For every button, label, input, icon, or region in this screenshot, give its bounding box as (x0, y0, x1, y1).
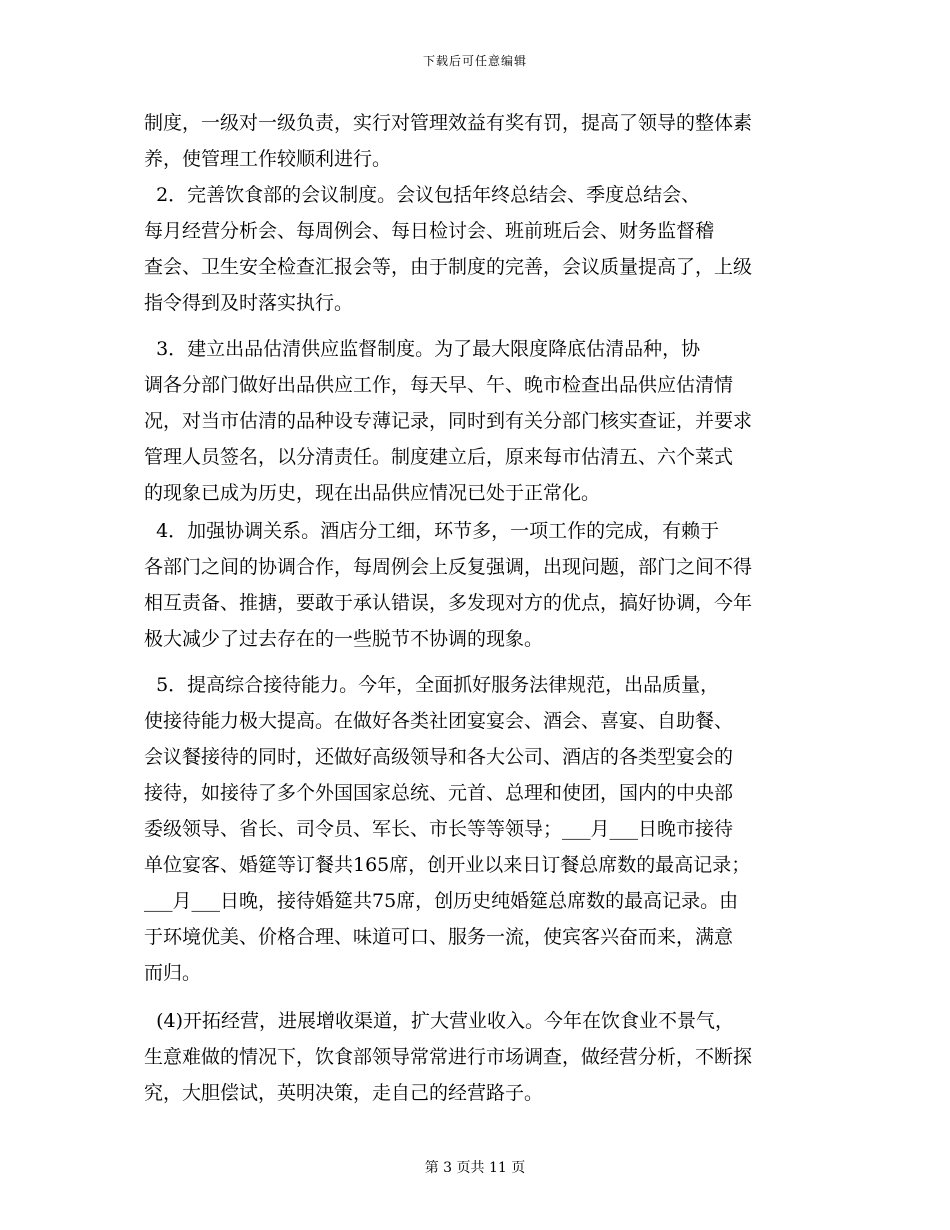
body-line: 调各分部门做好出品供应工作，每天早、午、晚市检查出品供应估清情 (144, 374, 734, 396)
body-line: 而归。 (144, 962, 202, 984)
body-line: 究，大胆偿试，英明决策，走自己的经营路子。 (144, 1082, 544, 1104)
body-line: 3．建立出品估清供应监督制度。为了最大限度降底估清品种，协 (144, 338, 701, 360)
body-line: 各部门之间的协调合作，每周例会上反复强调，出现问题，部门之间不得 (144, 556, 753, 578)
body-line: 于环境优美、价格合理、味道可口、服务一流，使宾客兴奋而来，满意 (144, 926, 734, 948)
body-line: 使接待能力极大提高。在做好各类社团宴宴会、酒会、喜宴、自助餐、 (144, 710, 734, 732)
body-line: 单位宴客、婚筵等订餐共165席，创开业以来日订餐总席数的最高记录； (144, 854, 751, 876)
body-line: 相互责备、推搪，要敢于承认错误，多发现对方的优点，搞好协调，今年 (144, 592, 753, 614)
page-footer: 第 3 页共 11 页 (424, 1160, 526, 1176)
body-line: 委级领导、省长、司令员、军长、市长等等领导；___月___日晚市接待 (144, 818, 734, 840)
body-line: 查会、卫生安全检查汇报会等，由于制度的完善，会议质量提高了，上级 (144, 256, 753, 278)
body-line: 制度，一级对一级负责，实行对管理效益有奖有罚，提高了领导的整体素 (144, 112, 753, 134)
body-line: 的现象已成为历史，现在出品供应情况已处于正常化。 (144, 482, 601, 504)
body-line: 每月经营分析会、每周例会、每日检讨会、班前班后会、财务监督稽 (144, 220, 715, 242)
body-line: 4．加强协调关系。酒店分工细，环节多，一项工作的完成，有赖于 (144, 520, 720, 542)
body-line: 5．提高综合接待能力。今年，全面抓好服务法律规范，出品质量， (144, 674, 720, 696)
body-line: 极大减少了过去存在的一些脱节不协调的现象。 (144, 628, 544, 650)
body-line: (4)开拓经营，进展增收渠道，扩大营业收入。今年在饮食业不景气， (144, 1010, 734, 1032)
body-line: 会议餐接待的同时，还做好高级领导和各大公司、酒店的各类型宴会的 (144, 746, 734, 768)
body-line: 生意难做的情况下，饮食部领导常常进行市场调查，做经营分析，不断探 (144, 1046, 753, 1068)
body-line: 2．完善饮食部的会议制度。会议包括年终总结会、季度总结会、 (144, 184, 701, 206)
body-line: 管理人员签名，以分清责任。制度建立后，原来每市估清五、六个菜式 (144, 446, 734, 468)
body-line: 指令得到及时落实执行。 (144, 292, 354, 314)
body-line: ___月___日晚，接待婚筵共75席，创历史纯婚筵总席数的最高记录。由 (144, 890, 739, 912)
page-header: 下载后可任意编辑 (422, 54, 527, 68)
body-line: 接待，如接待了多个外国国家总统、元首、总理和使团，国内的中央部 (144, 782, 734, 804)
body-line: 养，使管理工作较顺利进行。 (144, 148, 392, 170)
body-line: 况，对当市估清的品种设专薄记录，同时到有关分部门核实查证，并要求 (144, 410, 753, 432)
